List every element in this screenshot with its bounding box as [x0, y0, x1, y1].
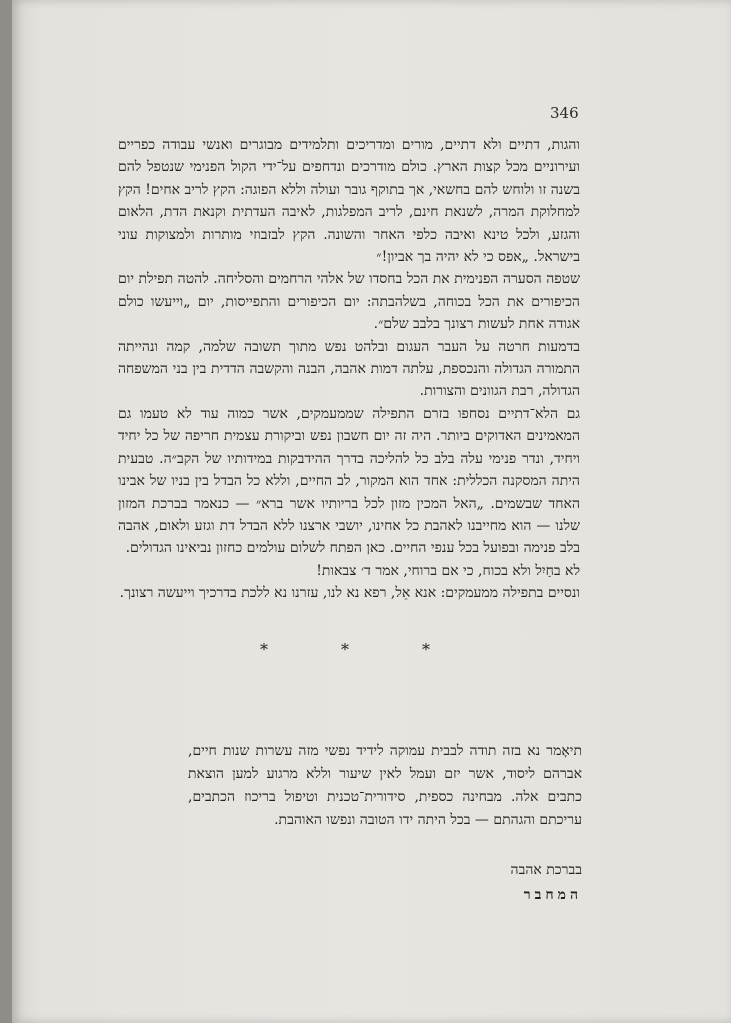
- star-icon: *: [341, 640, 349, 659]
- page-number: 346: [550, 104, 579, 122]
- book-page: [12, 0, 731, 1023]
- acknowledgement: [188, 740, 582, 832]
- paragraph: שטפה הסערה הפנימית את הכל בחסדו של אלהי הרחמים והסליחה. להטה תפילת יום הכיפורים את הכל בכוחה, בשלהבתה: יום הכיפורים והתפייסות, יום „וייעשו כולם אגודה אחת לעשות רצונך בלבב שלם״.: [118, 271, 580, 333]
- paragraph: והגות, דתיים ולא דתיים, מורים ומדריכים ותלמידים מבוגרים ואנשי עבודה כפריים ועירוניים מכל קצות הארץ. כולם מודרכים ונדחפים על־ידי הקול הפנימי שנטפל להם בשנה זו ולוחש להם בחשאי, אך בתוקף גובר ועולה וללא הפוגה: הקץ לריב אחים! הקץ למחלוקת המרה, לשנאת חינם, לריב המפלגות, לאיבה העדתית וקנאת הדת, הלאום והגזע, ולכל טינא ואיבה כלפי האחר והשונה. הקץ לבזבוזי מותרות ולמצוקות עוני בישראל. „אפס כי לא יהיה בך אביון!״: [118, 137, 580, 266]
- star-icon: *: [260, 640, 268, 659]
- paragraph: בדמעות חרטה על העבר העגום ובלהט נפש מתוך תשובה שלמה, קמה ונהייתה התמורה הגדולה והנכספת, עלתה דמות אהבה, הבנה והקשבה הדדית בין בני המשפחה הגדולה, רבת הגוונים והצורות.: [118, 338, 580, 400]
- paragraph: גם הלא־דתיים נסחפו בזרם התפילה שממעמקים, אשר כמוה עוד לא טעמו גם המאמינים האדוקים ביותר. היה זה יום חשבון נפש וביקורת עצמית חריפה של כל יחיד ויחיד, ונדר פנימי עלה בלב כל להליכה בדרך ההידבקות במידותיו של הקב״ה. טבעית היתה המסקנה הכללית: אחד הוא המקור, לב החיים, וללא כל הבדל בין בניו של אבינו האחד שבשמים. „האל המכין מזון לכל בריותיו אשר ברא״ — כנאמר בברכת המזון שלנו — הוא מחייבנו לאהבת כל אחינו, יושבי ארצנו ללא הבדל דת וגזע ולאום, אהבה בלב פנימה ובפועל בכל ענפי החיים. כאן הפתח לשלום עולמים כחזון נביאינו הגדולים.: [118, 405, 580, 557]
- closing-blessing: בברכת אהבה: [510, 862, 582, 878]
- signature-block: [462, 862, 582, 904]
- star-icon: *: [422, 640, 430, 659]
- author-signature: המחבר: [523, 887, 582, 903]
- paragraph: לא בחַיִל ולא בכוח, כי אם ברוחי, אמר ד׳ צבאות!: [316, 562, 580, 579]
- main-text: [118, 134, 580, 605]
- acknowledgement-text: תיאָמר נא בזה תודה לבבית עמוקה לידיד נפשי מזה עשרות שנות חיים, אברהם ליסוד, אשר יזם ועמל לאין שיעור וללא מרגוע למען הוצאת כתבים אלה. מבחינה כספית, סידורית־טכנית וטיפול בריכוז הכתבים, עריכתם והגהתם — בכל היתה ידו הטובה ונפשו האוהבת.: [188, 743, 582, 828]
- section-separator: [260, 640, 430, 659]
- paragraph: ונסיים בתפילה ממעמקים: אנא אֵל, רפא נא לנו, עזרנו נא ללכת בדרכיך וייעשה רצונך.: [119, 585, 580, 602]
